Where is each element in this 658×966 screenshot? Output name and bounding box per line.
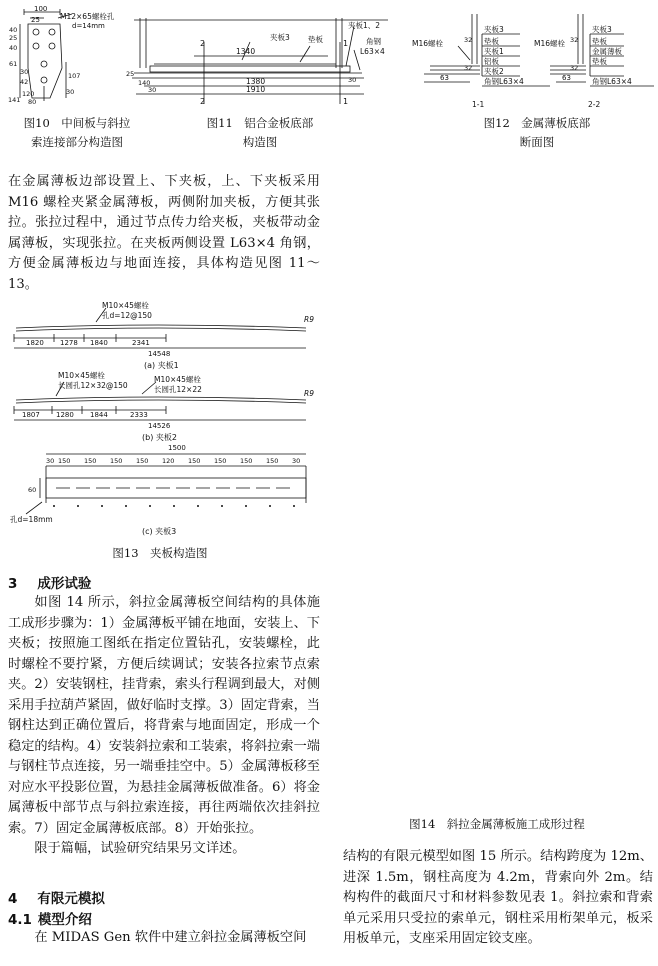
- fig11-label-l63: L63×4: [360, 47, 385, 56]
- fig13c-s3: 150: [84, 457, 97, 465]
- fig12-m16-a: M16螺栓: [412, 39, 444, 48]
- fig10-label-40b: 40: [9, 44, 18, 52]
- fig10-hole-label: d=14mm: [72, 22, 105, 30]
- fig12-d32-c: 32: [570, 36, 579, 44]
- fig13c-s9: 150: [240, 457, 253, 465]
- fig10-label-30a: 30: [20, 68, 29, 76]
- section-4-number: 4: [8, 891, 18, 907]
- fig13b-d2: 1280: [56, 411, 74, 419]
- fig13b-bolt1: M10×45螺栓: [58, 371, 105, 380]
- fig12-sec-11: 1-1: [472, 100, 485, 109]
- fig13a-d1: 1820: [26, 339, 44, 347]
- fig10-caption-line1: 图10 中间板与斜拉: [23, 116, 131, 130]
- fig12-d63-a: 63: [440, 74, 449, 82]
- fig13b-subcaption: (b) 夹板2: [142, 433, 177, 442]
- fig12-caption-line1: 图12 金属薄板底部: [483, 116, 591, 130]
- fig13c-hole: 孔d=18mm: [10, 515, 53, 524]
- fig11-sec2-bottom: 2: [200, 97, 206, 106]
- fig13a-d3: 1840: [90, 339, 108, 347]
- fig12-jb2: 夹板2: [484, 67, 504, 76]
- fig13c-subcaption: (c) 夹板3: [142, 527, 177, 536]
- section-3-title: 成形试验: [37, 576, 92, 592]
- fig12-jg-b: 角钢L63×4: [592, 77, 632, 86]
- fig13c-s2: 150: [58, 457, 71, 465]
- fig11-sec1-bottom: 1: [343, 97, 349, 106]
- fig13b-hole2: 长圆孔12×22: [154, 385, 202, 394]
- fig13c-s5: 150: [136, 457, 149, 465]
- section-3-number: 3: [8, 576, 18, 592]
- fig12-db-b: 垫板: [592, 37, 607, 46]
- fig11-label-jb12: 夹板1、2: [348, 21, 381, 30]
- fig10-label-25: 25: [31, 16, 40, 24]
- fig13b-total: 14526: [148, 422, 171, 430]
- fig11-label-db: 垫板: [308, 35, 323, 44]
- fig11-dim-30a: 30: [148, 86, 157, 94]
- fig13c-s8: 150: [214, 457, 227, 465]
- fig10-label-100: 100: [34, 6, 48, 13]
- fig13b-hole1: 长圆孔12×32@150: [58, 381, 128, 390]
- fig13a-bolt: M10×45螺栓: [102, 301, 149, 310]
- section-4-1-number: 4.1: [8, 912, 32, 928]
- fig13b-d4: 2333: [130, 411, 148, 419]
- fig12-sec-22: 2-2: [588, 100, 601, 109]
- fig10-label-107: 107: [68, 72, 81, 80]
- fig11-dim-140: 140: [138, 79, 151, 87]
- figure-12-caption: [462, 114, 612, 152]
- fig10-bolt-label: M12×65螺栓孔: [60, 12, 115, 21]
- fig13a-d2: 1278: [60, 339, 78, 347]
- figure-11-drawing: [124, 6, 404, 106]
- fig12-m16-b: M16螺栓: [534, 39, 566, 48]
- fig13c-s11: 30: [292, 457, 301, 465]
- fig13b-d1: 1807: [22, 411, 40, 419]
- fig12-lb: 铝板: [484, 57, 499, 66]
- fig11-sec1-top: 1: [343, 39, 349, 48]
- fig10-label-30b: 30: [66, 88, 75, 96]
- fig12-db-c: 垫板: [592, 57, 607, 66]
- fig13a-r9: R9: [304, 315, 314, 324]
- body-paragraph-5: [343, 847, 653, 950]
- fig13b-r9: R9: [304, 389, 314, 398]
- fig11-dim-1340: 1340: [236, 47, 256, 56]
- fig11-dim-25: 25: [126, 70, 135, 78]
- fig11-dim-1380: 1380: [246, 77, 266, 86]
- fig13c-w60: 60: [28, 486, 37, 494]
- figure-11-caption: [185, 114, 335, 152]
- fig12-jsb: 金属薄板: [592, 47, 622, 56]
- fig11-label-jb3: 夹板3: [270, 33, 290, 42]
- fig13c-s7: 150: [188, 457, 201, 465]
- fig11-caption-line1: 图11 铝合金板底部: [206, 116, 314, 130]
- fig13a-total: 14548: [148, 350, 171, 358]
- fig10-label-61: 61: [9, 60, 18, 68]
- figure-12-drawing: [410, 6, 656, 110]
- body-paragraph-1: [8, 172, 320, 295]
- section-4-1-heading: [8, 908, 112, 928]
- fig12-caption-line2: 断面图: [519, 135, 555, 149]
- fig13a-hole: 孔d=12@150: [102, 311, 152, 320]
- body-text-5: 结构的有限元模型如图 15 所示。结构跨度为 12m、进深 1.5m，钢柱高度为 4.2m，背索向外 2m。结构构件的截面尺寸和材料参数见表 1。斜拉索和背索单元采用只受拉的索单元，钢柱采用桁架单元，板采用板单元，支座采用固定铰支座。: [343, 849, 653, 946]
- fig10-label-80: 80: [28, 98, 37, 106]
- section-3-heading: [8, 572, 111, 592]
- fig12-d32-b: 32: [464, 64, 473, 72]
- fig12-d63-b: 63: [562, 74, 571, 82]
- fig13c-total: 1500: [168, 444, 186, 452]
- fig12-jb1: 夹板1: [484, 47, 504, 56]
- fig10-label-25b: 25: [9, 34, 18, 42]
- fig12-d32-d: 32: [570, 64, 579, 72]
- fig13c-s6: 120: [162, 457, 175, 465]
- fig13a-d4: 2341: [132, 339, 150, 347]
- fig13a-subcaption: (a) 夹板1: [144, 361, 179, 370]
- section-4-title: 有限元模拟: [37, 891, 105, 907]
- body-paragraph-2: [8, 593, 320, 860]
- fig13c-s4: 150: [110, 457, 123, 465]
- figure-14-caption: 图14 斜拉金属薄板施工成形过程: [409, 817, 585, 831]
- body-text-4: 在 MIDAS Gen 软件中建立斜拉金属薄板空间: [34, 930, 307, 945]
- section-4-heading: [8, 887, 125, 907]
- fig10-label-42: 42: [20, 78, 29, 86]
- fig10-label-141: 141: [8, 96, 21, 104]
- fig13c-s10: 150: [266, 457, 279, 465]
- fig10-label-120: 120: [22, 90, 35, 98]
- figure-13-drawing: [6, 298, 322, 546]
- figure-10-caption: [2, 114, 152, 152]
- fig11-dim-30b: 30: [348, 76, 357, 84]
- fig12-jb3-a: 夹板3: [484, 25, 504, 34]
- figure-13-caption: 图13 夹板构造图: [112, 546, 208, 560]
- fig11-caption-line2: 构造图: [242, 135, 278, 149]
- section-4-1-title: 模型介绍: [37, 912, 92, 928]
- fig13c-s1: 30: [46, 457, 55, 465]
- body-paragraph-4: [8, 928, 320, 949]
- fig13b-d3: 1844: [90, 411, 108, 419]
- fig11-dim-1910: 1910: [246, 85, 266, 94]
- fig13b-bolt2: M10×45螺栓: [154, 375, 201, 384]
- fig10-label-40a: 40: [9, 26, 18, 34]
- fig12-d32-a: 32: [464, 36, 473, 44]
- fig12-jb3-b: 夹板3: [592, 25, 612, 34]
- body-text-1: 在金属薄板边部设置上、下夹板，上、下夹板采用 M16 螺栓夹紧金属薄板，两侧附加夹板，方便其张拉。张拉过程中，通过节点传力给夹板，夹板带动金属薄板，实现张拉。在夹板两侧设置 L63×4 角钢，方便金属薄板边与地面连接，具体构造见图 11～13。: [8, 174, 320, 292]
- fig11-label-jg: 角钢: [366, 37, 381, 46]
- body-text-3: 限于篇幅，试验研究结果另文详述。: [34, 841, 246, 856]
- fig12-db-a: 垫板: [484, 37, 499, 46]
- fig12-jg-a: 角钢L63×4: [484, 77, 524, 86]
- body-text-2: 如图 14 所示，斜拉金属薄板空间结构的具体施工成形步骤为：1）金属薄板平铺在地面，安装上、下夹板；按照施工图纸在指定位置钻孔，安装螺栓，此时螺栓不要拧紧，方便后续调试；安装各拉索节点索夹。2）安装钢柱，挂背索，索头行程调到最大，对侧采用手拉葫芦紧固，做好临时支撑。3）固定背索，当钢柱达到正确位置后，将背索与地面固定，形成一个稳定的结构。4）安装斜拉索和工装索，将斜拉索一端与钢柱节点连接，另一端垂挂空中。5）金属薄板移至对应水平投影位置，为悬挂金属薄板做准备。6）将金属薄板中部节点与斜拉索连接，再往两端依次挂斜拉索。7）固定金属薄板底部。8）开始张拉。: [8, 595, 320, 836]
- fig11-sec2-top: 2: [200, 39, 206, 48]
- figure-10-drawing: [4, 6, 124, 106]
- fig10-caption-line2: 索连接部分构造图: [31, 135, 123, 149]
